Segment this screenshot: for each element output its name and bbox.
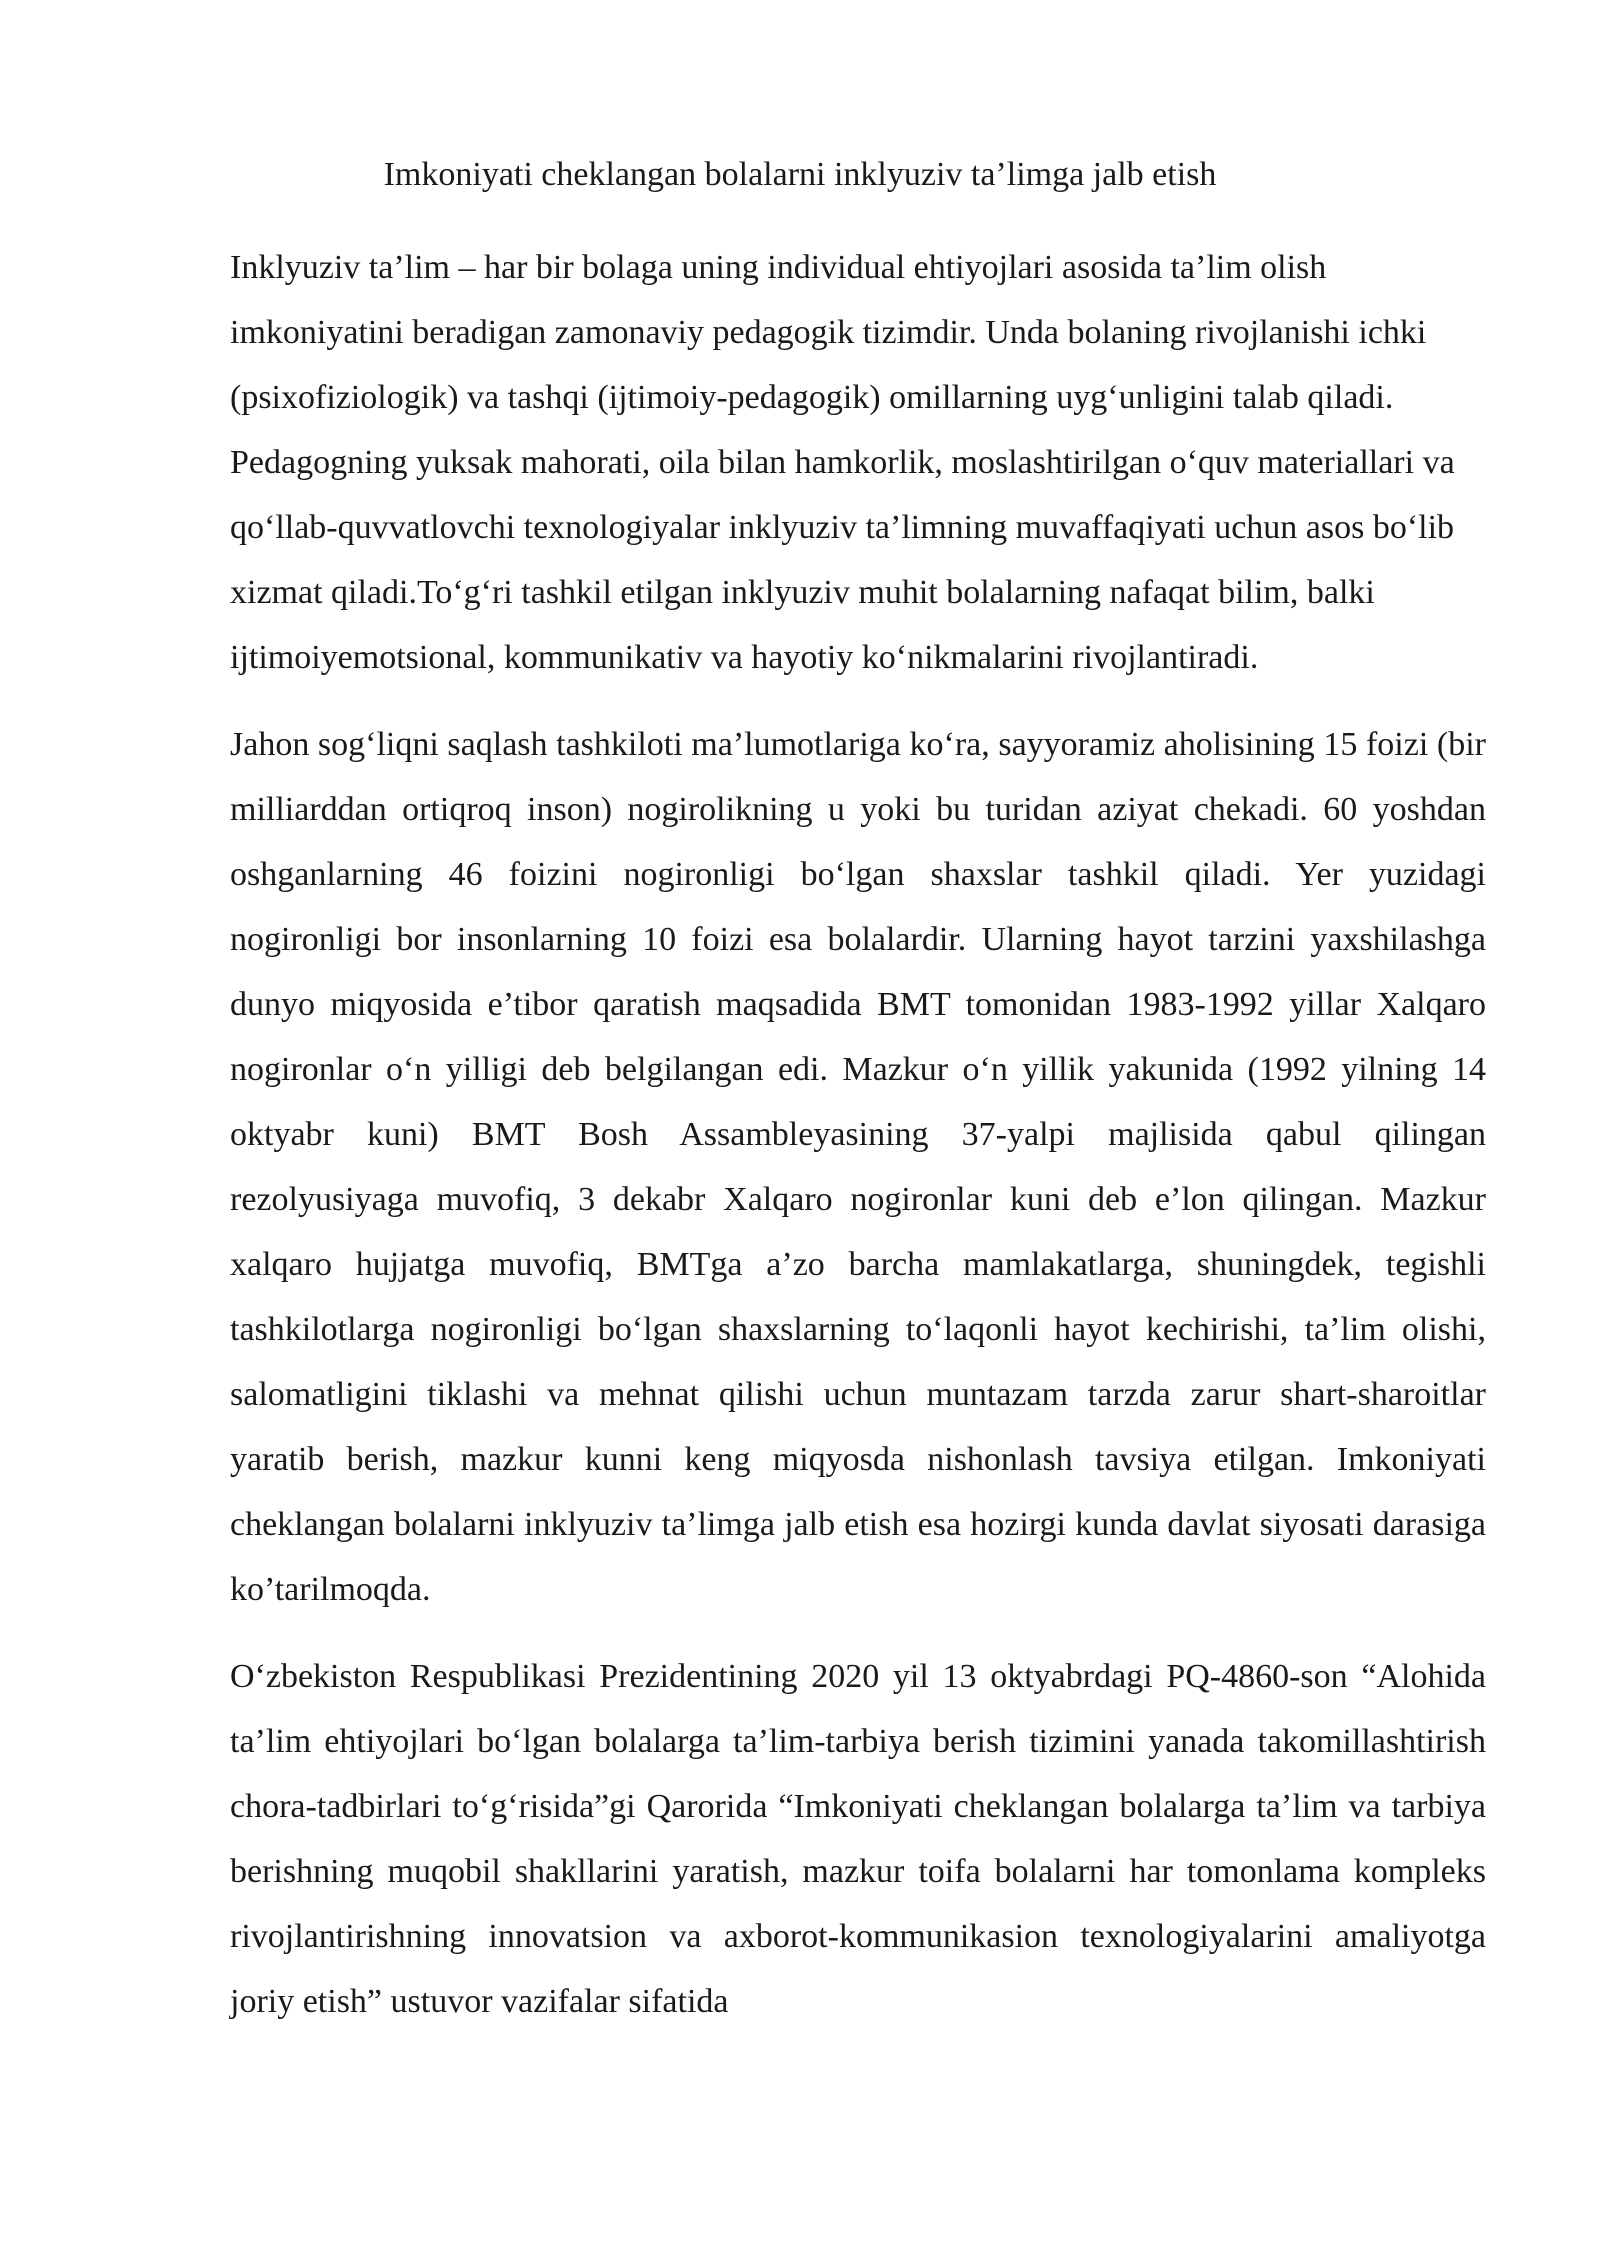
paragraph-inclusive-education: Inklyuziv ta’lim – har bir bolaga uning individual ehtiyojlari asosida ta’lim olish imkoniyatini beradigan zamonaviy pedagogik tizimdir. Unda bolaning rivojlanishi ichki (psixofiziologik) va tashqi (ijtimoiy-pedagogik) omillarning uygʻunligini talab qiladi. Pedagogning yuksak mahorati, oila bilan hamkorlik, moslashtirilgan oʻquv materiallari va qoʻllab-quvvatlovchi texnologiyalar inklyuziv ta’limning muvaffaqiyati uchun asos boʻlib xizmat qiladi.Toʻgʻri tashkil etilgan inklyuziv muhit bolalarning nafaqat bilim, balki ijtimoiyemotsional, kommunikativ va hayotiy koʻnikmalarini rivojlantiradi. <box>230 249 1455 676</box>
paragraph-presidential-decree: Oʻzbekiston Respublikasi Prezidentining 2020 yil 13 oktyabrdagi PQ-4860-son “Alohida ta’lim ehtiyojlari boʻlgan bolalarga ta’lim-tarbiya berish tizimini yanada takomillashtirish chora-tadbirlari toʻgʻrisida”gi Qarorida “Imkoniyati cheklangan bolalarga ta’lim va tarbiya berishning muqobil shakllarini yaratish, mazkur toifa bolalarni har tomonlama kompleks rivojlantirishning innovatsion va axborot-kommunikasion texnologiyalarini amaliyotga joriy etish” ustuvor vazifalar sifatida <box>230 1658 1486 2020</box>
document-title: Imkoniyati cheklangan bolalarni inklyuziv ta’limga jalb etish <box>383 156 1217 193</box>
paragraph-who-statistics: Jahon sogʻliqni saqlash tashkiloti ma’lumotlariga koʻra, sayyoramiz aholisining 15 foizi (bir milliarddan ortiqroq inson) nogirolikning u yoki bu turidan aziyat chekadi. 60 yoshdan oshganlarning 46 foizini nogironligi boʻlgan shaxslar tashkil qiladi. Yer yuzidagi nogironligi bor insonlarning 10 foizi esa bolalardir. Ularning hayot tarzini yaxshilashga dunyo miqyosida e’tibor qaratish maqsadida BMT tomonidan 1983-1992 yillar Xalqaro nogironlar oʻn yilligi deb belgilangan edi. Mazkur oʻn yillik yakunida (1992 yilning 14 oktyabr kuni) BMT Bosh Assambleyasining 37-yalpi majlisida qabul qilingan rezolyusiyaga muvofiq, 3 dekabr Xalqaro nogironlar kuni deb e’lon qilingan. Mazkur xalqaro hujjatga muvofiq, BMTga a’zo barcha mamlakatlarga, shuningdek, tegishli tashkilotlarga nogironligi boʻlgan shaxslarning toʻlaqonli hayot kechirishi, ta’lim olishi, salomatligini tiklashi va mehnat qilishi uchun muntazam tarzda zarur shart-sharoitlar yaratib berish, mazkur kunni keng miqyosda nishonlash tavsiya etilgan. Imkoniyati cheklangan bolalarni inklyuziv ta’limga jalb etish esa hozirgi kunda davlat siyosati darasiga ko’tarilmoqda. <box>230 726 1486 1608</box>
document-body <box>230 235 1486 2056</box>
